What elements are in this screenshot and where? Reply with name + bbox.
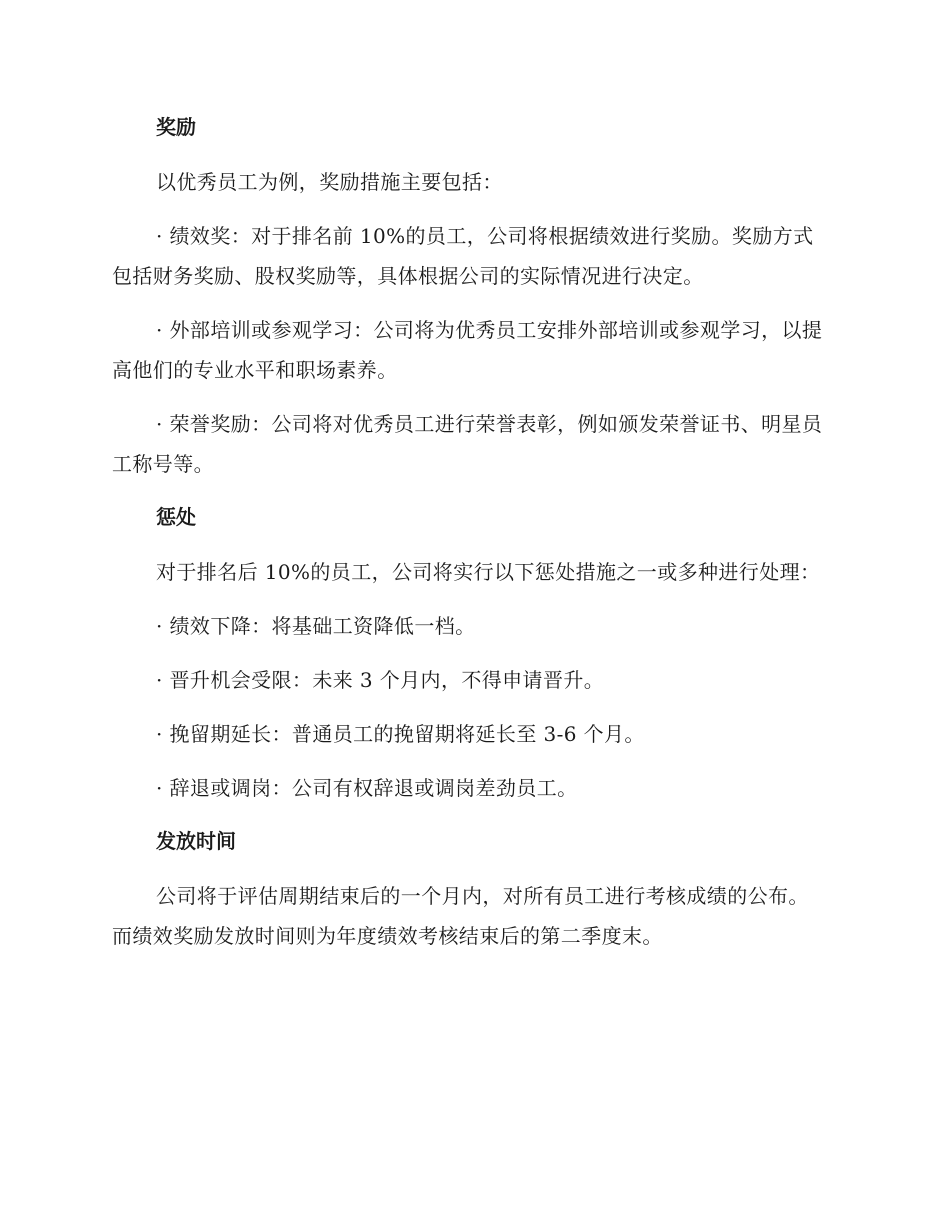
- section-heading: 奖励: [156, 115, 196, 139]
- section-reward: [112, 108, 824, 484]
- bullet-item: · 外部培训或参观学习：公司将为优秀员工安排外部培训或参观学习，以提高他们的专业水平和职场素养。: [112, 318, 823, 382]
- paragraph: 以优秀员工为例，奖励措施主要包括：: [156, 170, 503, 194]
- document-page: [112, 108, 824, 970]
- bullet-item: · 辞退或调岗：公司有权辞退或调岗差劲员工。: [156, 776, 578, 800]
- paragraph: 公司将于评估周期结束后的一个月内，对所有员工进行考核成绩的公布。而绩效奖励发放时间则为年度绩效考核结束后的第二季度末。: [112, 884, 809, 948]
- section-timing: [112, 822, 824, 956]
- bullet-item: · 晋升机会受限：未来 3 个月内，不得申请晋升。: [156, 668, 605, 692]
- paragraph: 对于排名后 10%的员工，公司将实行以下惩处措施之一或多种进行处理：: [156, 560, 821, 584]
- bullet-item: · 绩效下降：将基础工资降低一档。: [156, 614, 476, 638]
- section-penalty: [112, 498, 824, 808]
- section-heading: 发放时间: [156, 829, 236, 853]
- section-heading: 惩处: [156, 505, 196, 529]
- bullet-item: · 荣誉奖励：公司将对优秀员工进行荣誉表彰，例如颁发荣誉证书、明星员工称号等。: [112, 412, 823, 476]
- bullet-item: · 绩效奖：对于排名前 10%的员工，公司将根据绩效进行奖励。奖励方式包括财务奖励、股权奖励等，具体根据公司的实际情况进行决定。: [112, 224, 814, 288]
- bullet-item: · 挽留期延长：普通员工的挽留期将延长至 3-6 个月。: [156, 722, 645, 746]
